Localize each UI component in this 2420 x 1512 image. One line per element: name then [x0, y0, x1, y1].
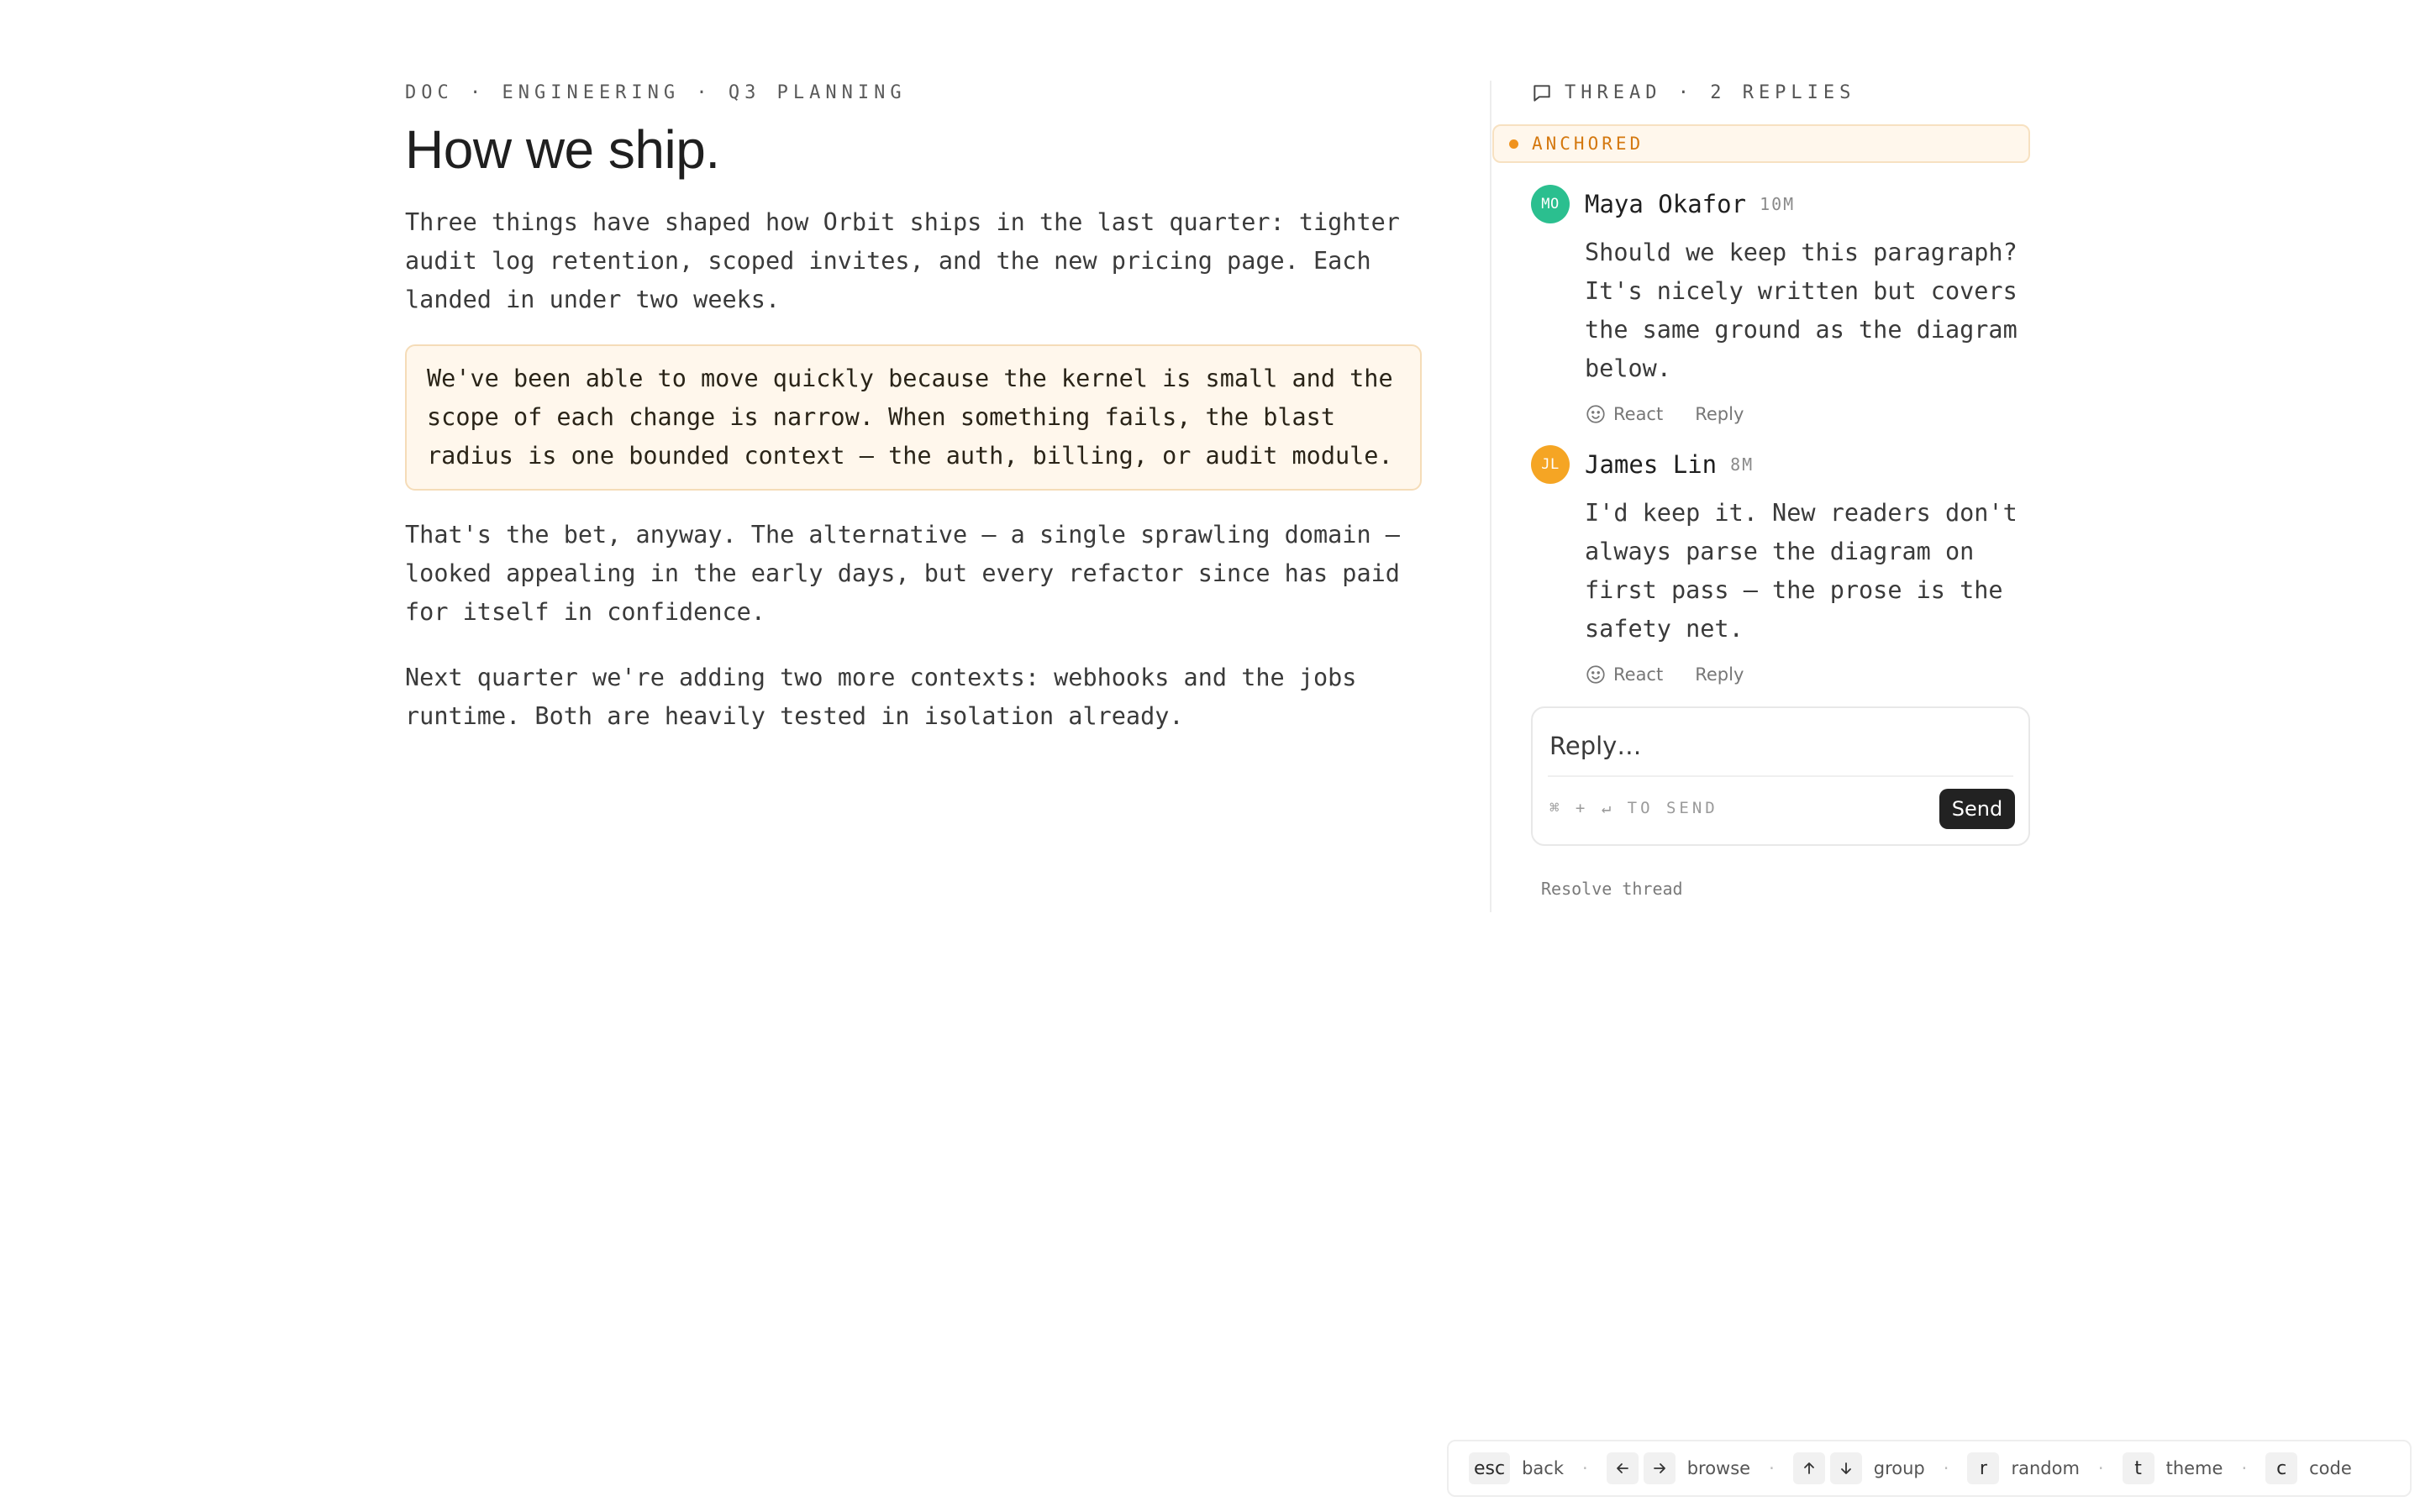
- composer-divider: [1548, 775, 2013, 777]
- separator: ·: [1943, 1458, 1949, 1478]
- reply-composer: [1531, 706, 2030, 846]
- anchored-dot-icon: [1509, 139, 1518, 149]
- anchored-badge: [1492, 124, 2030, 163]
- reply-button[interactable]: Reply: [1695, 664, 1744, 685]
- esc-key[interactable]: esc: [1469, 1452, 1510, 1484]
- react-label: React: [1613, 664, 1664, 685]
- comment-author: James Lin: [1585, 450, 1718, 479]
- react-button[interactable]: [1585, 403, 1663, 425]
- send-button[interactable]: Send: [1939, 789, 2015, 829]
- smile-icon: [1585, 664, 1607, 685]
- paragraph-3: That's the bet, anyway. The alternative — a single sprawling domain — looked appealing in the early days, but every refactor since has paid for itself in confidence.: [405, 521, 1400, 626]
- shortcut-label-random: random: [2011, 1458, 2080, 1478]
- arrow-left-icon[interactable]: [1607, 1452, 1639, 1484]
- shortcut-label-back: back: [1522, 1458, 1564, 1478]
- r-key[interactable]: r: [1967, 1452, 1999, 1484]
- arrow-down-icon[interactable]: [1830, 1452, 1862, 1484]
- breadcrumb: DOC · ENGINEERING · Q3 PLANNING: [405, 82, 907, 103]
- send-hint: ⌘ + ↵ TO SEND: [1549, 799, 1718, 817]
- shortcut-label-theme: theme: [2165, 1458, 2223, 1478]
- separator: ·: [2241, 1458, 2248, 1478]
- thread-divider: [1490, 81, 1491, 912]
- anchored-label: ANCHORED: [1532, 134, 1644, 154]
- avatar: MO: [1531, 185, 1570, 223]
- shortcut-bar: [1447, 1440, 2412, 1497]
- separator: ·: [1582, 1458, 1588, 1478]
- reply-input[interactable]: [1549, 723, 2012, 769]
- arrow-right-icon[interactable]: [1644, 1452, 1676, 1484]
- reply-button[interactable]: Reply: [1695, 404, 1744, 424]
- comment: [1531, 445, 2035, 685]
- document: [405, 81, 1422, 736]
- anchored-paragraph[interactable]: We've been able to move quickly because the kernel is small and the scope of each change is narrow. When something fails, the blast radius is one bounded context — the auth, billing, or audit module.: [405, 344, 1422, 491]
- shortcut-label-code: code: [2309, 1458, 2352, 1478]
- separator: ·: [1769, 1458, 1775, 1478]
- avatar: JL: [1531, 445, 1570, 484]
- thread-header: [1531, 81, 1855, 106]
- react-label: React: [1613, 404, 1664, 424]
- resolve-thread-button[interactable]: Resolve thread: [1541, 879, 1683, 899]
- arrow-up-icon[interactable]: [1793, 1452, 1825, 1484]
- t-key[interactable]: t: [2123, 1452, 2154, 1484]
- comment-icon: [1531, 82, 1553, 104]
- comment-author: Maya Okafor: [1585, 190, 1747, 218]
- comment-body: I'd keep it. New readers don't always parse the diagram on first pass — the prose is the safety net.: [1585, 499, 2018, 643]
- shortcut-label-group: group: [1873, 1458, 1925, 1478]
- react-button[interactable]: [1585, 664, 1663, 685]
- paragraph-1: Three things have shaped how Orbit ships in the last quarter: tighter audit log retention, scoped invites, and the new pricing page. Each landed in under two weeks.: [405, 208, 1400, 313]
- comment-time: 8M: [1730, 454, 1754, 475]
- page-title: How we ship.: [405, 119, 720, 180]
- c-key[interactable]: c: [2265, 1452, 2297, 1484]
- paragraph-4: Next quarter we're adding two more contexts: webhooks and the jobs runtime. Both are heavily tested in isolation already.: [405, 664, 1357, 730]
- shortcut-label-browse: browse: [1686, 1458, 1751, 1478]
- smile-icon: [1585, 403, 1607, 425]
- comment: [1531, 185, 2035, 425]
- comment-body: Should we keep this paragraph? It's nicely written but covers the same ground as the diagram below.: [1585, 239, 2018, 382]
- thread-header-label: THREAD · 2 REPLIES: [1565, 82, 1856, 103]
- comment-time: 10M: [1760, 194, 1796, 214]
- separator: ·: [2097, 1458, 2104, 1478]
